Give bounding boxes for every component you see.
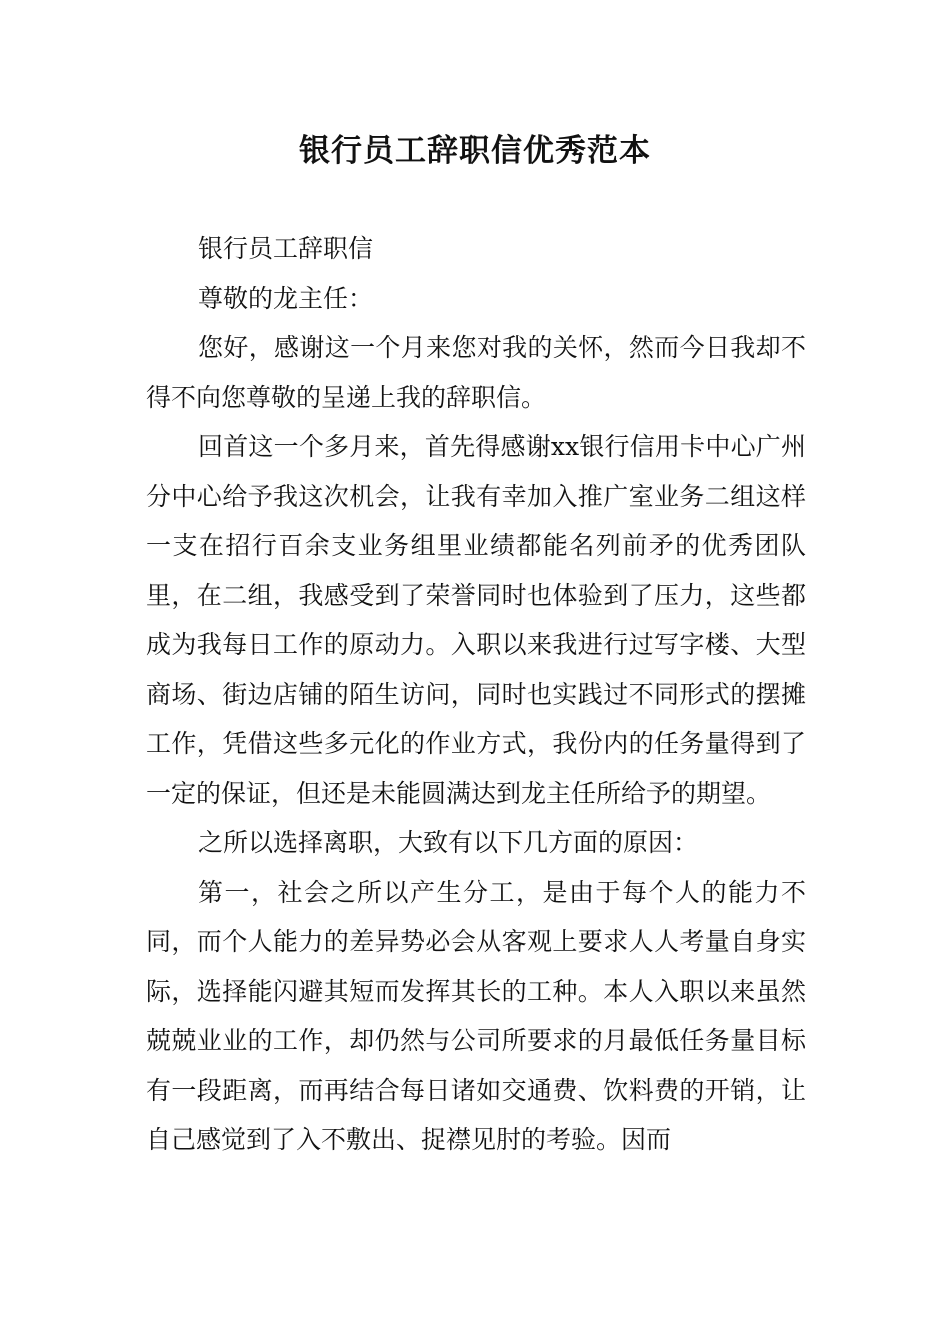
paragraph-greeting: 您好，感谢这一个月来您对我的关怀，然而今日我却不得不向您尊敬的呈递上我的辞职信。 bbox=[146, 333, 806, 412]
salutation: 尊敬的龙主任： bbox=[198, 283, 374, 313]
paragraph-reason-first: 第一，社会之所以产生分工，是由于每个人的能力不同，而个人能力的差异势必会从客观上要求人人考量自身实际，选择能闪避其短而发挥其长的工种。本人入职以来虽然兢兢业业的工作，却仍然与公司所要求的月最低任务量目标有一段距离，而再结合每日诸如交通费、饮料费的开销，让自己感觉到了入不敷出、捉襟见肘的考验。因而 bbox=[146, 877, 806, 1154]
paragraph-review: 回首这一个多月来，首先得感谢xx银行信用卡中心广州分中心给予我这次机会，让我有幸加入推广室业务二组这样一支在招行百余支业务组里业绩都能名列前矛的优秀团队里，在二组，我感受到了荣誉同时也体验到了压力，这些都成为我每日工作的原动力。入职以来我进行过写字楼、大型商场、街边店铺的陌生访问，同时也实践过不同形式的摆摊工作，凭借这些多元化的作业方式，我份内的任务量得到了一定的保证，但还是未能圆满达到龙主任所给予的期望。 bbox=[146, 432, 806, 808]
document-title: 银行员工辞职信优秀范本 bbox=[299, 133, 651, 169]
paragraph-reasons-intro: 之所以选择离职，大致有以下几方面的原因： bbox=[198, 828, 699, 857]
letter-heading: 银行员工辞职信 bbox=[198, 234, 374, 263]
document-body bbox=[146, 224, 806, 1165]
